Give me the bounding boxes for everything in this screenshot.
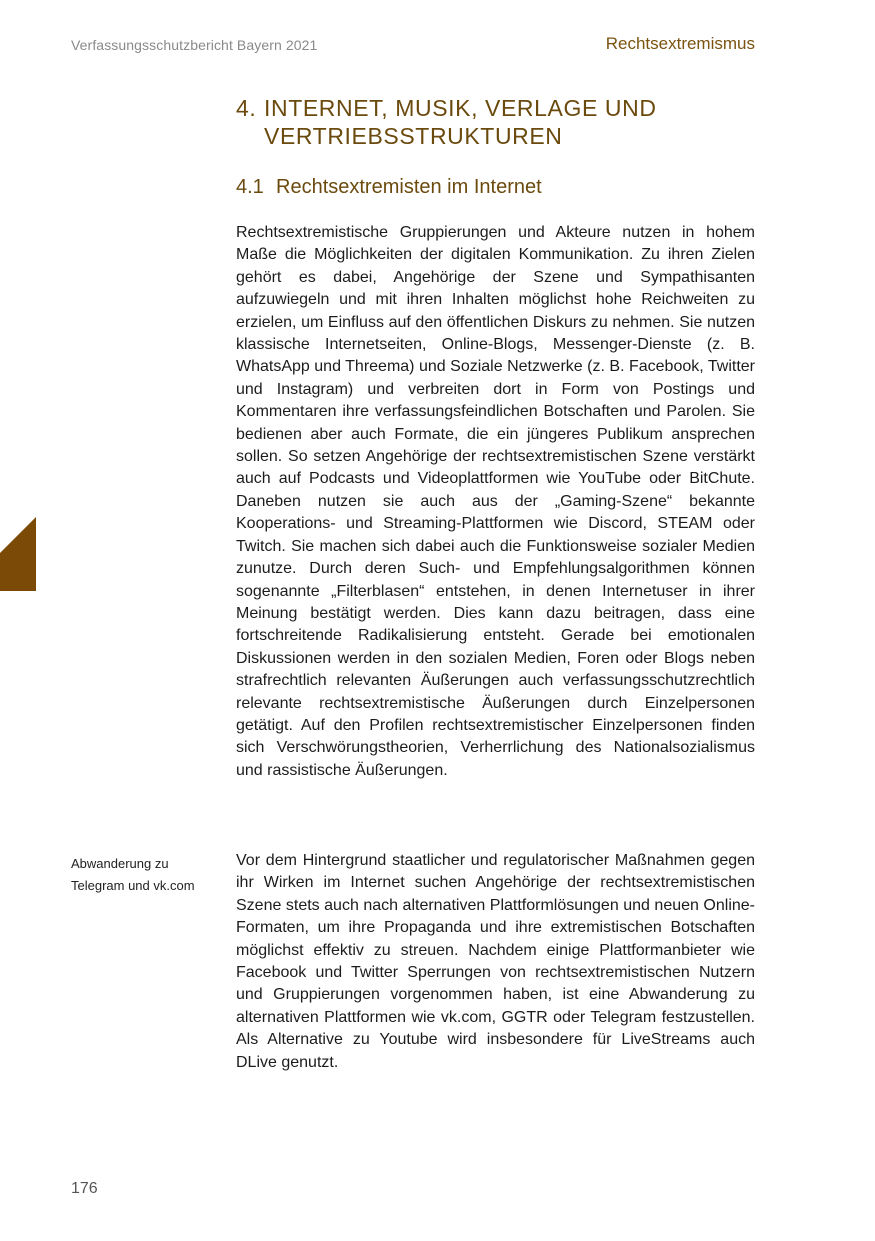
section-title bbox=[236, 174, 542, 200]
chapter-title-line1: INTERNET, MUSIK, VERLAGE UND bbox=[264, 95, 657, 121]
margin-note-line2: Telegram und vk.com bbox=[71, 878, 195, 893]
body-paragraph-1: Rechtsextremistische Gruppierungen und Akteure nutzen in hohem Maße die Möglichkeiten der digitalen Kommunikation. Zu ihren Zielen gehört es dabei, Angehörige der Szene und Sympathisanten aufzuwiegeln und mit ihren Inhalten möglichst hohe Reichweiten zu erzielen, um Einfluss auf den öffentlichen Diskurs zu nehmen. Sie nutzen klassische Internetseiten, Online-Blogs, Messenger-Dienste (z. B. WhatsApp und Threema) und Soziale Netzwerke (z. B. Facebook, Twitter und Instagram) und verbreiten dort in Form von Postings und Kommentaren ihre verfassungsfeindlichen Botschaften und Parolen. Sie bedienen aber auch Formate, die ein jüngeres Publikum ansprechen sollen. So setzen Angehörige der rechtsextremistischen Szene verstärkt auch auf Podcasts und Videoplattformen wie YouTube oder BitChute. Daneben nutzen sie auch aus der „Gaming-Szene“ bekannte Kooperations- und Streaming-Plattformen wie Discord, STEAM oder Twitch. Sie machen sich dabei auch die Funktionsweise sozialer Medien zunutze. Durch deren Such- und Empfehlungsalgorithmen können sogenannte „Filterblasen“ entstehen, in denen Internetuser in ihrer Meinung bestätigt werden. Dies kann dazu beitragen, dass eine fortschreitende Radikalisierung entsteht. Gerade bei emotionalen Diskussionen werden in den sozialen Medien, Foren oder Blogs neben strafrechtlich relevanten Äußerungen auch verfassungsschutzrechtlich relevante rechtsextremistische Äußerungen durch Einzelpersonen getätigt. Auf den Profilen rechtsextremistischer Einzelpersonen finden sich Verschwörungstheorien, Verherrlichung des Nationalsozialismus und rassistische Äußerungen. bbox=[236, 224, 755, 779]
running-head-chapter: Rechtsextremismus bbox=[605, 34, 755, 53]
running-head-publication: Verfassungsschutzbericht Bayern 2021 bbox=[71, 37, 318, 53]
section-number: 4.1 bbox=[236, 176, 264, 198]
chapter-title bbox=[236, 94, 736, 150]
section-title-text: Rechtsextremisten im Internet bbox=[276, 176, 542, 198]
page-number: 176 bbox=[71, 1180, 98, 1197]
margin-note bbox=[71, 853, 221, 897]
chapter-number: 4. bbox=[236, 95, 257, 121]
chapter-side-tab bbox=[0, 517, 36, 591]
body-paragraph-2: Vor dem Hintergrund staatlicher und regulatorischer Maßnahmen gegen ihr Wirken im Internet suchen Angehörige der rechtsextremistischen Szene stets auch nach alternativen Plattformlösungen und neuen Online-Formaten, um ihre Propaganda und ihre extremistischen Botschaften möglichst effektiv zu streuen. Nachdem einige Plattformanbieter wie Facebook und Twitter Sperrungen von rechtsextremistischen Nutzern und Gruppierungen vorgenommen haben, ist eine Abwanderung zu alternativen Plattformen wie vk.com, GGTR oder Telegram festzustellen. Als Alternative zu Youtube wird insbesondere für LiveStreams auch DLive genutzt. bbox=[236, 852, 755, 1071]
side-tab-shape bbox=[0, 517, 36, 591]
chapter-title-line2: VERTRIEBSSTRUKTUREN bbox=[264, 123, 563, 149]
margin-note-line1: Abwanderung zu bbox=[71, 856, 169, 871]
